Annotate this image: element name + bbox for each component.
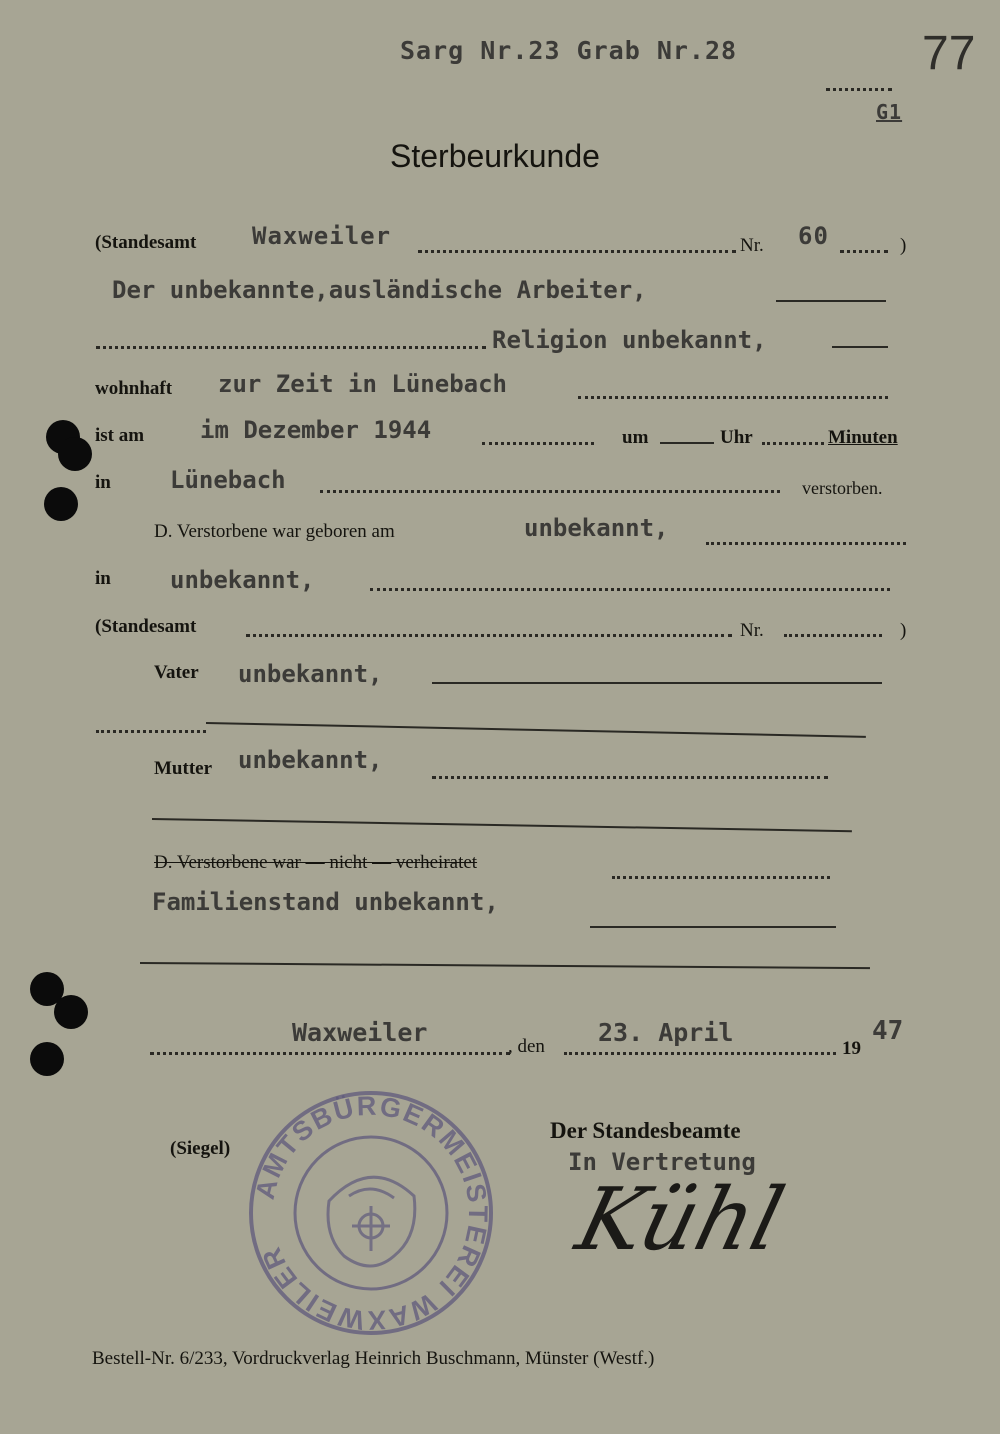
issue-date-label: , den [508,1036,545,1057]
died-label: verstorben. [802,478,883,498]
fill-line [150,1052,510,1055]
punch-hole [54,995,88,1029]
print-footer: Bestell-Nr. 6/233, Vordruckverlag Heinrich Buschmann, Münster (Westf.) [92,1348,655,1369]
death-date-label: ist am [95,425,145,446]
birth-date-label: D. Verstorbene war geboren am [154,521,395,542]
marital-status-value: Familienstand unbekannt, [152,888,499,916]
page-number: 77 [922,27,976,80]
issue-place: Waxweiler [292,1018,428,1047]
fill-line [784,634,882,637]
father-label: Vater [154,662,199,683]
fill-line [432,682,882,684]
fill-line [840,250,888,253]
birth-registry-close: ) [900,620,907,641]
seal-label: (Siegel) [170,1138,231,1159]
fill-line [140,962,870,969]
birth-registry-label: (Standesamt [95,616,197,637]
registrar-deputy: In Vertretung [568,1148,756,1176]
registrar-signature: Kühl [567,1170,794,1270]
registry-value: Waxweiler [252,222,392,250]
mother-value: unbekannt, [238,746,383,774]
registrar-title: Der Standesbeamte [550,1118,741,1143]
fill-line [432,776,828,779]
registry-nr-value: 60 [798,222,829,250]
mother-label: Mutter [154,758,213,779]
birth-place-value: unbekannt, [170,566,315,594]
death-time-minuten-label: Minuten [828,427,898,448]
fill-line [370,588,890,591]
fill-line [96,730,206,733]
fill-line [564,1052,836,1055]
death-time-uhr-label: Uhr [720,427,753,448]
official-seal [244,1086,498,1340]
death-date-value: im Dezember 1944 [200,416,432,444]
registry-close: ) [900,235,907,256]
person-description: Der unbekannte,ausländische Arbeiter, [112,276,647,304]
fill-line [246,634,732,637]
residence-label: wohnhaft [95,378,173,399]
fill-line [206,722,866,738]
issue-year-prefix: 19 [842,1038,861,1059]
seal-text: AMTSBÜRGERMEISTEREI WAXWEILER [249,1090,494,1336]
death-place-label: in [95,472,111,493]
father-value: unbekannt, [238,660,383,688]
coffin-grave-number: Sarg Nr.23 Grab Nr.28 [400,36,738,65]
issue-year-suffix: 47 [872,1016,904,1046]
marital-status-label: D. Verstorbene war — nicht — verheiratet [154,852,478,873]
registry-nr-label: Nr. [740,235,764,256]
punch-hole [30,1042,64,1076]
form-code: G1 [876,100,903,124]
fill-line [590,926,836,928]
fill-line [832,346,888,348]
birth-place-label: in [95,568,111,589]
issue-date: 23. April [598,1018,734,1047]
document-title: Sterbeurkunde [390,138,600,174]
fill-line [418,250,736,253]
birth-date-value: unbekannt, [524,514,669,542]
birth-registry-nr-label: Nr. [740,620,764,641]
religion-value: Religion unbekannt, [492,326,767,354]
residence-value: zur Zeit in Lünebach [218,370,507,398]
punch-hole [44,487,78,521]
fill-line [96,346,486,349]
fill-line [776,300,886,302]
fill-line [482,442,594,445]
fill-line [320,490,780,493]
fill-line [612,876,830,879]
death-time-um-label: um [622,427,649,448]
fill-line [762,442,824,445]
fill-line [578,396,888,399]
fill-line [706,542,906,545]
header-dash [826,88,892,91]
fill-line [152,818,852,832]
fill-line [660,442,714,444]
death-place-value: Lünebach [170,466,286,494]
punch-hole [58,437,92,471]
registry-label: (Standesamt [95,232,197,253]
